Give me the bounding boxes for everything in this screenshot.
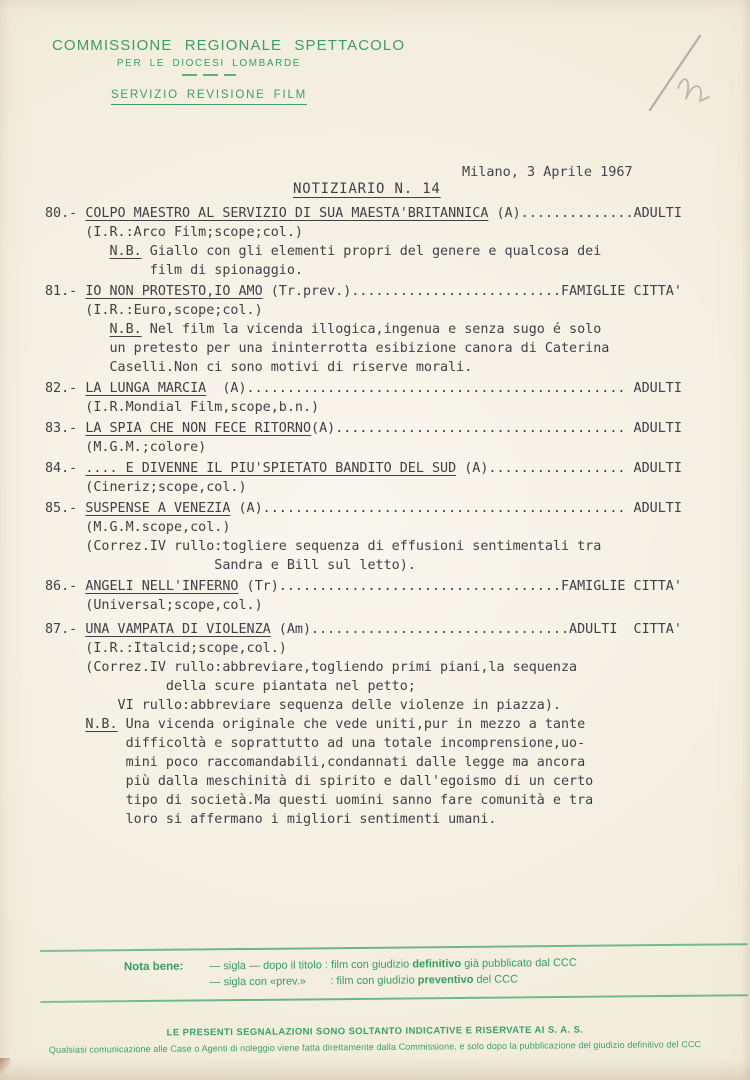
line-text: film di spionaggio. <box>45 263 303 278</box>
typewritten-line <box>45 282 682 301</box>
typewritten-line <box>45 339 682 358</box>
typewritten-line <box>45 639 682 658</box>
line-text: (A)............................................. ADULTI <box>230 501 682 516</box>
typewritten-line <box>45 478 682 497</box>
paper-corner-blemish <box>0 1058 10 1074</box>
typewritten-line <box>45 537 682 556</box>
underlined-text: ANGELI NELL'INFERNO <box>85 579 239 594</box>
typewritten-line <box>45 419 682 438</box>
typewritten-line <box>45 620 682 639</box>
typewritten-line <box>45 810 682 829</box>
typewritten-line <box>45 791 682 810</box>
typewritten-line <box>45 261 682 280</box>
nota-bene-lines <box>209 957 577 989</box>
line-text: (Tr)...................................FAMIGLIE CITTA' <box>238 579 682 594</box>
underlined-text: SUSPENSE A VENEZIA <box>85 501 231 516</box>
line-text <box>45 244 110 259</box>
typewritten-line <box>45 556 682 575</box>
line-text: (I.R.:Italcid;scope,col.) <box>45 641 287 656</box>
line-text: VI rullo:abbreviare sequenza delle violenze in piazza). <box>45 698 561 713</box>
line-text: 82.- <box>45 381 86 396</box>
line-text: (M.G.M.scope,col.) <box>45 520 231 535</box>
line-text: Nel film la vicenda illogica,ingenua e senza sugo é solo <box>141 322 602 337</box>
entry <box>45 459 682 497</box>
letterhead <box>52 37 406 105</box>
nota-line-preventivo <box>209 973 577 989</box>
typewritten-line <box>45 677 682 696</box>
line-text: (A)................. ADULTI <box>456 461 682 476</box>
typewritten-line <box>45 242 682 261</box>
underlined-text: UNA VAMPATA DI VIOLENZA <box>85 622 271 637</box>
line-text: un pretesto per una ininterrotta esibizione canora di Caterina <box>45 341 610 356</box>
line-text: (A)............................................... ADULTI <box>206 381 682 396</box>
typewritten-line <box>45 379 682 398</box>
line-text: (Universal;scope,col.) <box>45 598 263 613</box>
typewritten-line <box>45 438 682 457</box>
underlined-text: N.B. <box>85 717 118 732</box>
typewritten-line <box>45 772 682 791</box>
line-text: (I.R.Mondial Film,scope,b.n.) <box>45 400 320 415</box>
line-text: (M.G.M.;colore) <box>45 440 207 455</box>
typewritten-line <box>45 734 682 753</box>
typewritten-line <box>45 715 682 734</box>
line-text: 85.- <box>45 501 86 516</box>
line-text: della scure piantata nel petto; <box>45 679 416 694</box>
nota-line-text: del CCC <box>473 973 519 986</box>
line-text <box>45 717 85 732</box>
typewritten-line <box>45 696 682 715</box>
line-text: (Correz.IV rullo:abbreviare,togliendo primi piani,la sequenza <box>45 660 578 675</box>
line-text: più dalla meschinità di spirito e dall'egoismo di un certo <box>45 774 594 789</box>
underlined-text: IO NON PROTESTO,IO AMO <box>85 284 263 299</box>
nota-line-bold: definitivo <box>412 957 462 971</box>
line-text: difficoltà e soprattutto ad una totale incomprensione,uo- <box>45 736 586 751</box>
typewritten-line <box>45 204 682 223</box>
typewritten-line <box>45 518 682 537</box>
line-text: Giallo con gli elementi propri del genere e qualcosa dei <box>141 244 602 259</box>
line-text <box>45 322 110 337</box>
nota-line-definitivo <box>209 957 577 973</box>
nota-bene-row <box>40 945 748 1001</box>
nota-line-text: già pubblicato dal CCC <box>461 956 577 970</box>
line-text: 86.- <box>45 579 86 594</box>
letterhead-subtitle: PER LE DIOCESI LOMBARDE <box>116 58 302 69</box>
pencil-mark-icon <box>638 22 742 114</box>
entry <box>45 577 682 615</box>
typewritten-line <box>45 459 682 478</box>
line-text: Sandra e Bill sul letto). <box>45 558 416 573</box>
line-text: (Tr.prev.)..........................FAMIGLIE CITTA' <box>262 284 682 299</box>
underlined-text: .... E DIVENNE IL PIU'SPIETATO BANDITO DEL SUD <box>85 461 457 476</box>
entries <box>45 204 682 831</box>
nota-bene-label: Nota bene: <box>123 960 184 973</box>
typewritten-line <box>45 499 682 518</box>
entry <box>45 379 682 417</box>
typewritten-line <box>45 577 682 596</box>
line-text: loro si affermano i migliori sentimenti umani. <box>45 812 497 827</box>
line-text: (Correz.IV rullo:togliere sequenza di effusioni sentimentali tra <box>45 539 602 554</box>
line-text: 81.- <box>45 284 86 299</box>
entry <box>45 419 682 457</box>
line-text: mini poco raccomandabili,condannati dalle legge ma ancora <box>45 755 586 770</box>
line-text: 80.- <box>45 206 86 221</box>
line-text: (A).................................... ADULTI <box>311 421 682 436</box>
entry <box>45 499 682 575</box>
typewritten-line <box>45 223 682 242</box>
underlined-text: COLPO MAESTRO AL SERVIZIO DI SUA MAESTA'BRITANNICA <box>85 206 489 221</box>
underlined-text: LA LUNGA MARCIA <box>85 381 207 396</box>
footer-fine-print: Qualsiasi comunicazione alle Case o Agenti di noleggio viene fatta direttamente dalla Commissione, e solo dopo la pubblicazione del giudizio definitivo del CCC <box>48 1039 702 1055</box>
underlined-text: N.B. <box>109 322 142 337</box>
line-text: Caselli.Non ci sono motivi di riserve morali. <box>45 360 473 375</box>
letterhead-service-text: SERVIZIO REVISIONE FILM <box>111 89 307 105</box>
entry <box>45 282 682 377</box>
line-text: (Cineriz;scope,col.) <box>45 480 247 495</box>
line-text: 84.- <box>45 461 86 476</box>
underlined-text: LA SPIA CHE NON FECE RITORNO <box>85 421 312 436</box>
letterhead-dashed-divider <box>182 74 236 76</box>
nota-bene-box <box>40 943 748 1002</box>
entry <box>45 204 682 280</box>
nota-line-bold: preventivo <box>417 973 474 987</box>
dateline: Milano, 3 Aprile 1967 <box>462 164 633 180</box>
nota-line-text: — sigla con «prev.» : film con giudizio <box>209 974 418 989</box>
typewritten-line <box>45 596 682 615</box>
line-text: (I.R.:Arco Film;scope;col.) <box>45 225 303 240</box>
line-text: (A)..............ADULTI <box>488 206 682 221</box>
footer-caps-notice: LE PRESENTI SEGNALAZIONI SONO SOLTANTO INDICATIVE E RISERVATE AI S. A. S. <box>166 1024 584 1039</box>
line-text: 87.- <box>45 622 86 637</box>
underlined-text: N.B. <box>109 244 142 259</box>
typewritten-line <box>45 301 682 320</box>
typewritten-line <box>45 398 682 417</box>
line-text: tipo di società.Ma questi uomini sanno fare comunità e tra <box>45 793 594 808</box>
entry <box>45 620 682 829</box>
line-text: Una vicenda originale che vede uniti,pur in mezzo a tante <box>117 717 586 732</box>
nota-line-text: — sigla — dopo il titolo : film con giudizio <box>209 958 413 973</box>
typewritten-line <box>45 753 682 772</box>
typewritten-line <box>45 358 682 377</box>
line-text: (Am)................................ADULTI CITTA' <box>270 622 682 637</box>
page-title: NOTIZIARIO N. 14 <box>293 181 441 197</box>
letterhead-service-line <box>52 85 366 105</box>
typewritten-line <box>45 320 682 339</box>
letterhead-org-name: COMMISSIONE REGIONALE SPETTACOLO <box>52 37 406 54</box>
line-text: (I.R.:Euro,scope;col.) <box>45 303 263 318</box>
typewritten-line <box>45 658 682 677</box>
line-text: 83.- <box>45 421 86 436</box>
